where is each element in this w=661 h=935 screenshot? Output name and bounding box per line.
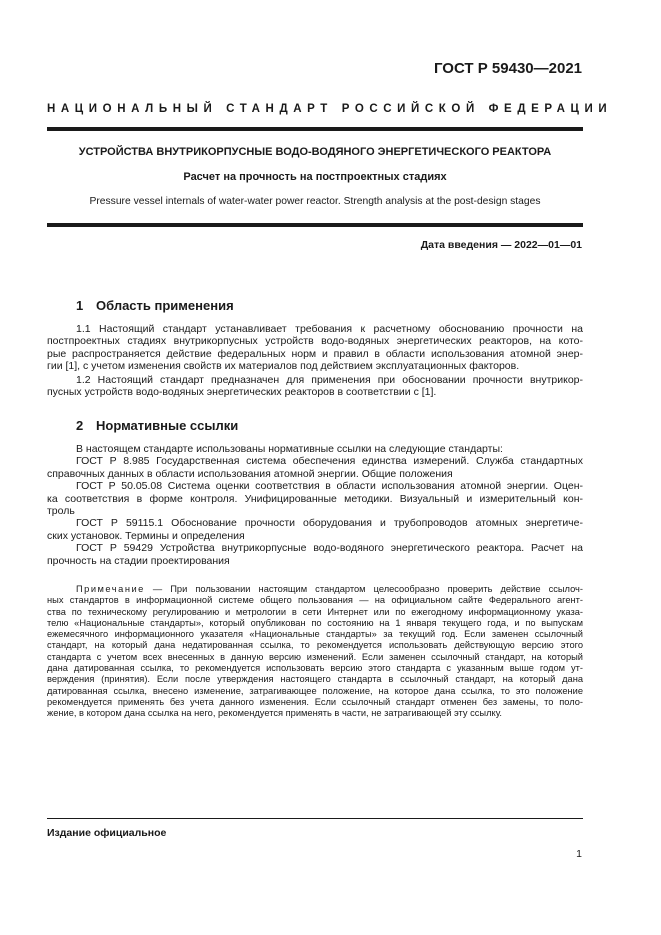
- section-1-title: Область применения: [96, 298, 234, 313]
- text-line: 1.2 Настоящий стандарт предназначен для применения при обосновании прочности внутрикор-: [76, 374, 583, 386]
- text-line: 1.1 Настоящий стандарт устанавливает требования к расчетному обоснованию прочности на: [76, 323, 583, 335]
- introduction-date: Дата введения — 2022—01—01: [420, 239, 582, 251]
- references-intro: В настоящем стандарте использованы нормативные ссылки на следующие стандарты:: [76, 443, 503, 455]
- section-2-number: 2: [76, 418, 84, 433]
- text-line: справочных данных в области использования атомной энергии. Общие положения: [47, 467, 453, 480]
- english-title: Pressure vessel internals of water-water power reactor. Strength analysis at the post-design stages: [89, 196, 541, 207]
- text-line: пусных устройств водо-водяных энергетических реакторов в соответствии с [1].: [47, 386, 437, 399]
- text-line: ства по техническому регулированию и метрологии в сети Интернет или по ежегодному информационному указа-: [47, 606, 583, 617]
- section-1-number: 1: [76, 298, 84, 313]
- text-line: гии [1], с учетом изменения свойств их материалов под действием эксплуатационных факторов.: [47, 360, 520, 373]
- text-line: рые распространяется действие федеральных норм и правил в области использования атомной энер-: [47, 347, 583, 360]
- paragraph-1-1: [47, 323, 583, 373]
- document-title: УСТРОЙСТВА ВНУТРИКОРПУСНЫЕ ВОДО-ВОДЯНОГО ЭНЕРГЕТИЧЕСКОГО РЕАКТОРА: [78, 146, 552, 158]
- section-2-heading: [76, 418, 238, 433]
- text-line: датированная ссылка, внесено изменение, затрагивающее положение, на которое дана ссылка, то это положение: [47, 685, 583, 696]
- text-line: верждения (принятия). Если после утверждения настоящего стандарта в ссылочный стандарт, на который дана: [47, 674, 583, 685]
- footer-rule: [47, 818, 583, 819]
- text-line: рекомендуется применять без учета данного изменения. Если ссылочный стандарт отменен без замены, то поло-: [47, 696, 583, 707]
- text-line: ных стандартов в информационной системе общего пользования — на официальном сайте Федерального агент-: [47, 595, 583, 606]
- text-line: стандарт, на который дана недатированная ссылка, то рекомендуется использовать действующую версию этого: [47, 640, 583, 651]
- official-edition: Издание официальное: [47, 827, 167, 839]
- reference-item: ГОСТ Р 50.05.08 Система оценки соответствия в области использования атомной энергии. Оцен-: [76, 480, 583, 493]
- title-bottom-rule: [47, 223, 583, 227]
- text-line: стандарта с учетом всех внесенных в данную версию изменений. Если заменен ссылочный стандарт, на который: [47, 651, 583, 662]
- reference-item: ГОСТ Р 59429 Устройства внутрикорпусные водо-водяного энергетического реактора. Расчет на: [76, 542, 583, 555]
- text-line: постпроектных стадиях внутрикорпусных устройств водо-водяных энергетических реакторов, на кото-: [47, 335, 583, 348]
- text-line: ских установок. Термины и определения: [47, 529, 245, 542]
- standard-number: ГОСТ Р 59430—2021: [433, 60, 582, 77]
- note-label: Примечание: [76, 584, 145, 594]
- national-standard-heading: НАЦИОНАЛЬНЫЙ СТАНДАРТ РОССИЙСКОЙ ФЕДЕРАЦИИ: [47, 103, 613, 115]
- section-1-heading: [76, 298, 234, 313]
- text-line: ка соответствия в форме контроля. Унифицированные методики. Визуальный и измерительный кон-: [47, 492, 583, 505]
- top-rule: [47, 127, 583, 131]
- paragraph-1-2: [47, 374, 583, 399]
- note-first-line: [47, 584, 583, 595]
- text-line: троль: [47, 505, 75, 518]
- text-line: — При пользовании настоящим стандартом целесообразно проверить действие ссылоч-: [144, 584, 583, 594]
- text-line: прочность на стадии проектирования: [47, 554, 230, 567]
- reference-item: ГОСТ Р 8.985 Государственная система обеспечения единства измерений. Служба стандартных: [76, 455, 583, 468]
- text-line: ежемесячного информационного указателя «Национальные стандарты» за текущий год. Если заменен ссылочный: [47, 629, 583, 640]
- document-subtitle: Расчет на прочность на постпроектных стадиях: [183, 171, 447, 183]
- note-block: [47, 584, 583, 720]
- references-list: [47, 443, 583, 567]
- text-line: дана датированная ссылка, то рекомендуется использовать версию этого стандарта с указанным выше годом ут-: [47, 663, 583, 674]
- text-line: телю «Национальные стандарты», который опубликован по состоянию на 1 января текущего года, и по выпускам: [47, 617, 583, 628]
- section-2-title: Нормативные ссылки: [96, 418, 239, 433]
- text-line: жение, в котором дана ссылка на него, рекомендуется применять в части, не затрагивающей эту ссылку.: [47, 708, 503, 719]
- reference-item: ГОСТ Р 59115.1 Обоснование прочности оборудования и трубопроводов атомных энергетиче-: [76, 517, 583, 530]
- page-number: 1: [576, 848, 582, 860]
